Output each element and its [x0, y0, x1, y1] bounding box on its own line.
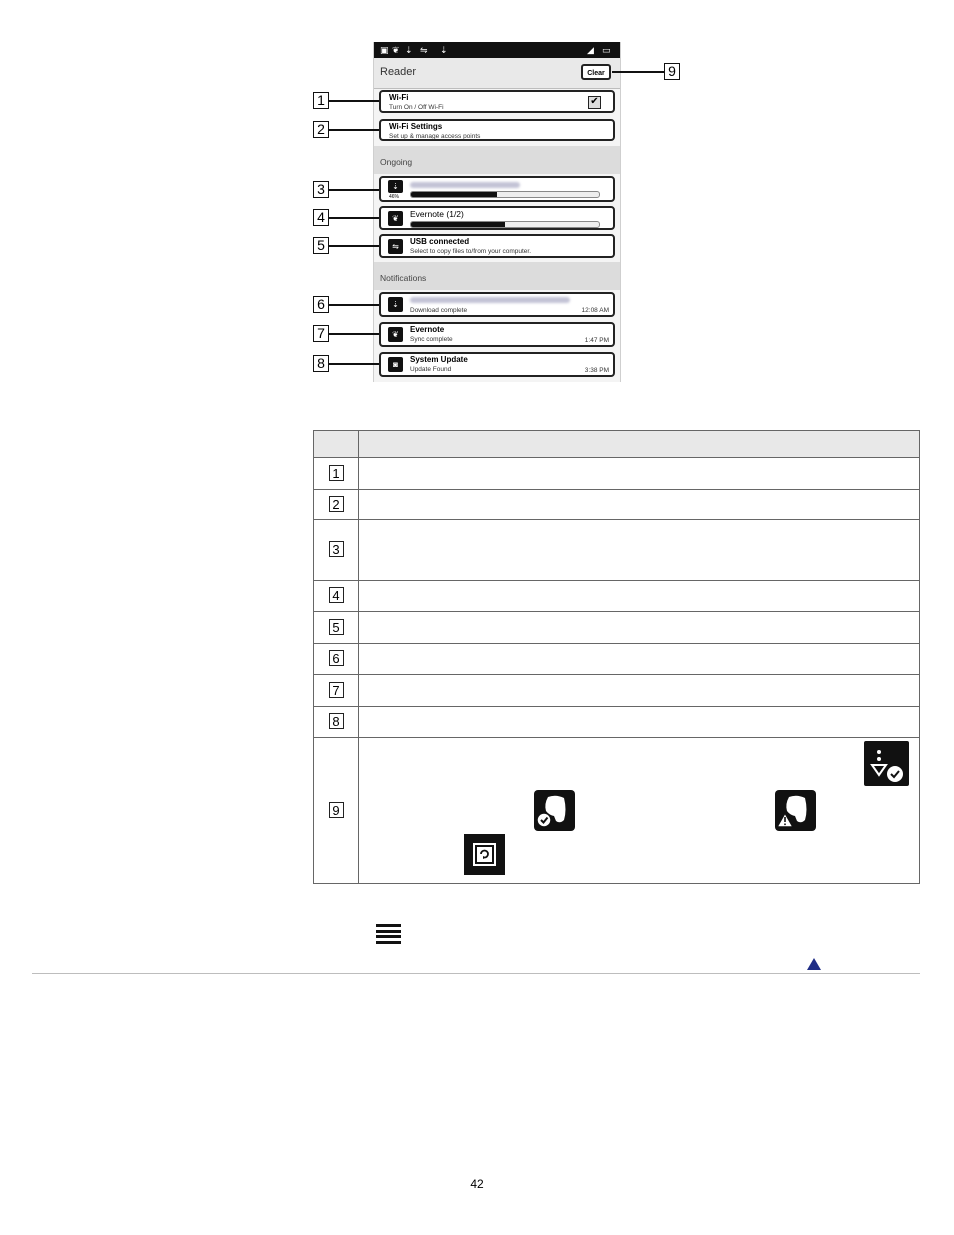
table-row [314, 707, 920, 738]
usb-subtitle: Select to copy files to/from your computer. [410, 248, 532, 255]
notification-title: System Update [410, 355, 468, 364]
blurred-filename [410, 297, 570, 303]
callout-6: 6 [313, 296, 329, 313]
table-row [314, 612, 920, 644]
system-update-icon: ◙ [388, 357, 403, 372]
callout-line [329, 363, 379, 365]
system-update-row[interactable] [379, 352, 615, 377]
table-row [314, 520, 920, 581]
row-description [359, 707, 920, 738]
usb-icon: ⇋ [420, 45, 428, 55]
evernote-sync-complete-icon [534, 790, 575, 831]
table-header-cell [314, 431, 359, 458]
evernote-icon: ❦ [388, 211, 403, 226]
signal-icon: ◢ [587, 45, 594, 55]
battery-icon: ▭ [602, 45, 611, 55]
app-titlebar [374, 58, 620, 89]
evernote-sync-error-icon [775, 790, 816, 831]
back-to-top-icon[interactable] [807, 958, 821, 970]
row-description [359, 644, 920, 675]
app-title: Reader [380, 66, 417, 78]
evernote-progress-title: Evernote (1/2) [410, 209, 464, 219]
table-row [314, 675, 920, 707]
table-row [314, 581, 920, 612]
row-description [359, 458, 920, 490]
callout-line [329, 100, 379, 102]
row-description [359, 520, 920, 581]
notification-time: 3:38 PM [584, 367, 609, 374]
row-number-badge: 7 [329, 682, 344, 698]
row-number-badge: 3 [329, 541, 344, 557]
row-number-badge: 6 [329, 650, 344, 666]
notification-subtitle: Update Found [410, 366, 452, 373]
evernote-progress-row[interactable] [379, 206, 615, 230]
callout-1: 1 [313, 92, 329, 109]
usb-connected-row[interactable] [379, 234, 615, 258]
reference-table [313, 430, 920, 884]
menu-icon [376, 924, 401, 944]
evernote-sync-row[interactable] [379, 322, 615, 347]
callout-line [329, 304, 379, 306]
row-description [359, 581, 920, 612]
notification-subtitle: Download complete [410, 307, 468, 314]
table-row [314, 644, 920, 675]
callout-4: 4 [313, 209, 329, 226]
download-progress-bar [410, 191, 600, 198]
download-complete-icon [864, 741, 909, 786]
download-percent: 46% [389, 194, 400, 200]
usb-title: USB connected [410, 237, 470, 246]
notification-time: 12:08 AM [581, 307, 609, 314]
row-number-badge: 5 [329, 619, 344, 635]
callout-3: 3 [313, 181, 329, 198]
wifi-checkbox[interactable]: ✔ [588, 96, 601, 109]
page-number: 42 [470, 1177, 484, 1191]
evernote-progress-bar [410, 221, 600, 228]
usb-icon: ⇋ [388, 239, 403, 254]
table-row [314, 738, 920, 884]
callout-8: 8 [313, 355, 329, 372]
evernote-icon: ❦ [388, 327, 403, 342]
row-description [359, 612, 920, 644]
row-number-badge: 1 [329, 465, 344, 481]
notification-time: 1:47 PM [584, 337, 609, 344]
callout-line [329, 333, 379, 335]
callout-line [329, 245, 379, 247]
callout-line [329, 129, 379, 131]
wifi-title: Wi-Fi [389, 93, 409, 102]
row-number-badge: 8 [329, 713, 344, 729]
blurred-filename [410, 182, 520, 188]
row-description [359, 738, 920, 884]
notification-title: Evernote [410, 325, 445, 334]
wifi-settings-subtitle: Set up & manage access points [389, 133, 481, 140]
wifi-toggle-row[interactable] [379, 90, 615, 113]
download-icon: ⇣ [440, 45, 448, 55]
callout-line [612, 71, 664, 73]
callout-9: 9 [664, 63, 680, 80]
callout-line [329, 217, 379, 219]
ongoing-section-header: Ongoing [374, 146, 620, 174]
status-bar [374, 42, 620, 58]
table-header-cell [359, 431, 920, 458]
clear-button[interactable]: Clear [581, 64, 611, 80]
table-row [314, 490, 920, 520]
page-divider [32, 973, 920, 974]
callout-2: 2 [313, 121, 329, 138]
callout-5: 5 [313, 237, 329, 254]
row-description [359, 490, 920, 520]
notifications-section-header: Notifications [374, 262, 620, 290]
row-number-badge: 9 [329, 802, 344, 818]
callout-7: 7 [313, 325, 329, 342]
download-icon: ⇣ [405, 45, 413, 55]
reader-notification-screen [373, 42, 621, 382]
evernote-icon: ❦ [392, 45, 400, 55]
download-progress-row[interactable] [379, 176, 615, 202]
wifi-subtitle: Turn On / Off Wi-Fi [389, 104, 444, 111]
download-complete-icon: ⇣ [388, 297, 403, 312]
wifi-settings-title: Wi-Fi Settings [389, 122, 443, 131]
download-complete-row[interactable] [379, 292, 615, 317]
row-description [359, 675, 920, 707]
notification-subtitle: Sync complete [410, 336, 453, 343]
table-row [314, 458, 920, 490]
table-header-row [314, 431, 920, 458]
row-number-badge: 4 [329, 587, 344, 603]
sd-card-icon: ▣ [380, 45, 389, 55]
system-update-icon [464, 834, 505, 875]
download-icon: ⇣ [388, 180, 403, 193]
callout-line [329, 189, 379, 191]
row-number-badge: 2 [329, 496, 344, 512]
wifi-settings-row[interactable] [379, 119, 615, 141]
